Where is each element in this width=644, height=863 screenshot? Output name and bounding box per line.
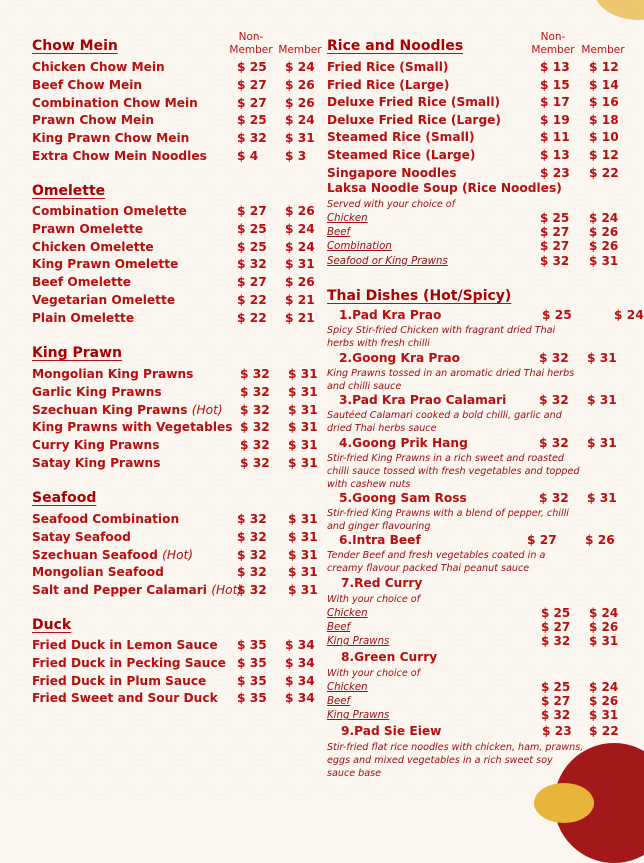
option-name: Beef (327, 696, 351, 708)
hot-label: (Hot) (162, 547, 194, 562)
non-member-price: $ 4 (237, 149, 259, 163)
option-name: Beef (327, 622, 351, 634)
non-member-price: $ 35 (237, 691, 267, 706)
option-name: Combination (327, 241, 392, 253)
menu-item (32, 113, 324, 131)
menu-item (327, 724, 633, 742)
member-price: $ 31 (589, 708, 619, 723)
menu-item (327, 60, 633, 78)
member-price: $ 31 (587, 436, 617, 450)
member-price: $ 31 (288, 420, 318, 435)
non-member-price: $ 27 (541, 620, 571, 635)
item-description: and ginger flavouring (327, 521, 431, 532)
item-name-text: Mongolian Seafood (32, 565, 164, 580)
member-price: $ 31 (288, 529, 318, 544)
menu-item (32, 565, 324, 583)
item-description: and chilli sauce (327, 381, 402, 392)
member-price: $ 31 (589, 634, 619, 649)
non-member-price: $ 32 (237, 565, 267, 580)
item-name (32, 275, 131, 289)
menu-item (32, 674, 324, 692)
non-label: Non- (238, 31, 264, 43)
item-name-text: Szechuan King Prawns (32, 402, 188, 417)
item-name (32, 403, 223, 417)
menu-item (32, 656, 324, 674)
item-name-text: Plain Omelette (32, 310, 135, 325)
menu-item (32, 638, 324, 656)
member-price: $ 34 (285, 691, 315, 706)
member-price: $ 22 (589, 165, 619, 180)
menu-item (327, 148, 633, 166)
item-name (32, 691, 218, 705)
non-member-price: $ 32 (237, 512, 267, 526)
item-name (32, 674, 206, 688)
item-name (32, 456, 161, 470)
member-price: $ 31 (587, 393, 617, 407)
item-name (327, 130, 475, 144)
item-name-text: King Prawn Omelette (32, 257, 179, 272)
member-price: $ 14 (589, 77, 619, 92)
member-price: $ 31 (288, 456, 318, 470)
menu-item (32, 60, 324, 78)
non-member-price: $ 32 (240, 420, 270, 435)
non-member-price: $ 13 (540, 148, 570, 162)
item-description: sauce base (327, 768, 382, 779)
non-member-price: $ 25 (541, 680, 571, 694)
menu-item (32, 96, 324, 114)
menu-item (327, 576, 633, 594)
item-name (32, 257, 178, 271)
item-name: 1.Pad Kra Prao (339, 308, 442, 322)
member-price: $ 31 (288, 384, 318, 399)
section-title: Omelette (32, 183, 106, 199)
item-name-text: Fried Duck in Plum Sauce (32, 673, 207, 688)
non-member-price: $ 22 (237, 310, 267, 325)
item-name (32, 548, 193, 562)
item-description: Sautéed Calamari cooked a bold chilli, garlic and (327, 410, 562, 421)
item-name (32, 583, 242, 597)
item-name-text: Szechuan Seafood (32, 547, 158, 562)
item-name: 8.Green Curry (341, 650, 438, 664)
non-member-price: $ 19 (540, 112, 570, 127)
item-name (32, 78, 142, 92)
member-price: $ 24 (589, 606, 619, 620)
section-title: Chow Mein (32, 38, 118, 54)
non-member-price: $ 35 (237, 673, 267, 688)
item-name-text: Steamed Rice (Large) (327, 148, 476, 162)
item-name-text: Steamed Rice (Small) (327, 130, 475, 145)
member-price: $ 12 (589, 148, 619, 162)
item-description: Served with your choice of (327, 199, 456, 210)
item-name (32, 204, 187, 218)
item-name-text: Beef Omelette (32, 275, 132, 290)
non-member-price: $ 32 (539, 351, 569, 365)
non-member-price: $ 32 (539, 393, 569, 407)
section-title: Seafood (32, 490, 97, 506)
member-price: $ 10 (589, 130, 619, 145)
item-name (32, 385, 162, 399)
item-name: 2.Goong Kra Prao (339, 351, 460, 365)
non-member-price: $ 32 (237, 547, 267, 562)
hot-label: (Hot) (191, 402, 223, 417)
member-word-label: Member (229, 44, 273, 56)
section-title: Thai Dishes (Hot/Spicy) (327, 288, 512, 304)
item-name-text: Combination Chow Mein (32, 95, 198, 110)
member-price: $ 24 (589, 680, 619, 694)
member-price: $ 31 (589, 253, 619, 268)
item-name-text: Beef Chow Mein (32, 77, 143, 92)
item-name-text: Deluxe Fried Rice (Large) (327, 112, 501, 127)
menu-item (32, 512, 324, 530)
item-name: 6.Intra Beef (339, 533, 421, 547)
item-name (32, 438, 159, 452)
item-name-text: Garlic King Prawns (32, 384, 162, 399)
item-name (327, 166, 457, 180)
menu-item (327, 130, 633, 148)
non-member-price: $ 23 (542, 724, 572, 738)
item-description: Stir-fried flat rice noodles with chicken, ham, prawns, (327, 742, 584, 753)
item-name-text: Curry King Prawns (32, 438, 160, 453)
menu-item (327, 95, 633, 113)
member-price: $ 12 (589, 60, 619, 74)
item-description: Tender Beef and fresh vegetables coated in a (327, 550, 546, 561)
member-price: $ 18 (589, 112, 619, 127)
non-member-price: $ 32 (540, 253, 570, 268)
section-title: King Prawn (32, 345, 123, 361)
non-member-price: $ 32 (539, 436, 569, 450)
item-name (327, 95, 500, 109)
menu-item (327, 78, 633, 96)
item-name-text: Prawn Chow Mein (32, 113, 155, 128)
menu-item (32, 293, 324, 311)
item-name-text: Seafood Combination (32, 512, 180, 526)
non-member-price: $ 17 (540, 95, 570, 110)
menu-item (32, 691, 324, 709)
member-price: $ 26 (589, 239, 619, 254)
item-name: 5.Goong Sam Ross (339, 491, 467, 505)
member-price: $ 31 (587, 491, 617, 505)
item-description: eggs and mixed vegetables in a rich sweet soy (327, 755, 553, 766)
item-description: With your choice of (327, 668, 421, 679)
item-name (327, 113, 501, 127)
item-name (327, 148, 475, 162)
menu-item (32, 275, 324, 293)
non-member-price: $ 25 (541, 606, 571, 620)
menu-item (32, 240, 324, 258)
item-name: Laksa Noodle Soup (Rice Noodles) (327, 181, 562, 195)
item-name (32, 131, 189, 145)
option-name: Beef (327, 227, 351, 239)
member-price: $ 34 (285, 655, 315, 670)
non-member-price: $ 32 (237, 583, 267, 598)
item-name (32, 420, 233, 434)
member-price: $ 3 (285, 149, 307, 163)
item-description: Stir-fried King Prawns with a blend of pepper, chilli (327, 508, 569, 519)
item-description: dried Thai herbs sauce (327, 423, 437, 434)
non-member-price: $ 27 (237, 95, 267, 110)
non-member-price: $ 11 (540, 130, 570, 145)
non-member-price: $ 25 (237, 60, 267, 74)
item-name (32, 311, 134, 325)
item-name-text: King Prawns with Vegetables (32, 420, 233, 435)
item-name-text: Chicken Chow Mein (32, 60, 165, 74)
member-price: $ 26 (589, 694, 619, 709)
item-name: 4.Goong Prik Hang (339, 436, 468, 450)
item-description: chilli sauce tossed with fresh vegetables and topped (327, 466, 580, 477)
non-member-price: $ 27 (540, 239, 570, 254)
non-member-price: $ 32 (541, 634, 571, 649)
item-name: 7.Red Curry (341, 576, 423, 590)
item-description: creamy flavour packed Thai peanut sauce (327, 563, 530, 574)
member-price: $ 24 (285, 221, 315, 236)
non-member-header (228, 31, 274, 57)
item-name (32, 222, 143, 236)
member-price: $ 21 (285, 310, 315, 325)
menu-item (32, 367, 324, 385)
non-member-price: $ 35 (237, 638, 267, 652)
non-member-price: $ 25 (237, 113, 267, 128)
item-name (32, 293, 175, 307)
non-member-price: $ 23 (540, 165, 570, 180)
item-description: King Prawns tossed in an aromatic dried Thai herbs (327, 368, 575, 379)
non-label-right: Non- (540, 31, 566, 43)
member-price: $ 24 (285, 239, 315, 254)
non-member-price: $ 15 (540, 77, 570, 92)
item-name (32, 113, 154, 127)
non-member-price: $ 32 (240, 438, 270, 453)
item-name-text: King Prawn Chow Mein (32, 131, 190, 146)
non-member-price: $ 25 (542, 308, 572, 322)
member-price: $ 31 (288, 438, 318, 453)
item-name-text: Salt and Pepper Calamari (32, 583, 207, 598)
non-member-price: $ 32 (539, 491, 569, 505)
member-header: Member (278, 44, 322, 56)
item-name-text: Fried Rice (Small) (327, 60, 449, 74)
menu-item (327, 113, 633, 131)
non-member-price: $ 32 (541, 708, 571, 723)
non-member-price: $ 32 (237, 257, 267, 272)
non-member-price: $ 32 (240, 384, 270, 399)
item-name-text: Satay Seafood (32, 529, 131, 544)
menu-item (32, 78, 324, 96)
member-price: $ 26 (585, 533, 615, 547)
item-name-text: Fried Rice (Large) (327, 77, 450, 92)
item-name-text: Fried Sweet and Sour Duck (32, 691, 218, 706)
member-price: $ 31 (288, 402, 318, 417)
member-price: $ 31 (587, 351, 617, 365)
item-name-text: Vegetarian Omelette (32, 293, 176, 307)
option-name: King Prawns (327, 710, 390, 722)
member-price: $ 31 (288, 583, 318, 598)
item-name (32, 96, 198, 110)
section-title: Rice and Noodles (327, 38, 464, 54)
member-price: $ 34 (285, 638, 315, 652)
menu-item (32, 385, 324, 403)
item-name-text: Singapore Noodles (327, 165, 457, 180)
menu-item (32, 257, 324, 275)
member-price: $ 31 (285, 257, 315, 272)
item-name (32, 367, 193, 381)
member-price: $ 26 (285, 275, 315, 290)
item-name (32, 638, 218, 652)
item-name (32, 60, 165, 74)
non-member-price: $ 22 (237, 293, 267, 307)
menu-item (32, 311, 324, 329)
member-price: $ 24 (285, 113, 315, 128)
item-description: Spicy Stir-fried Chicken with fragrant dried Thai (327, 325, 556, 336)
member-price: $ 24 (614, 308, 644, 322)
non-member-price: $ 25 (237, 239, 267, 254)
menu-item (327, 181, 633, 199)
member-price: $ 26 (589, 225, 619, 240)
member-price: $ 24 (589, 211, 619, 225)
non-member-price: $ 27 (527, 533, 557, 547)
decorative-blob-bottom-gold (534, 783, 594, 823)
item-name-text: Fried Duck in Lemon Sauce (32, 638, 218, 652)
option-name: Chicken (327, 682, 368, 693)
item-name-text: Deluxe Fried Rice (Small) (327, 95, 501, 110)
member-price: $ 21 (285, 293, 315, 307)
item-name-text: Fried Duck in Pecking Sauce (32, 655, 226, 670)
item-name-text: Combination Omelette (32, 204, 187, 218)
item-name (32, 656, 226, 670)
menu-item (32, 204, 324, 222)
option-name: Seafood or King Prawns (327, 255, 448, 267)
item-name (32, 512, 179, 526)
member-price: $ 31 (288, 367, 318, 381)
menu-item (32, 456, 324, 474)
member-price: $ 16 (589, 95, 619, 110)
non-member-price: $ 27 (237, 275, 267, 290)
member-price: $ 26 (589, 620, 619, 635)
menu-item (327, 650, 633, 668)
option-name: Chicken (327, 213, 368, 224)
item-name (32, 149, 207, 163)
non-member-price: $ 32 (237, 529, 267, 544)
member-price: $ 31 (288, 547, 318, 562)
menu-item (32, 131, 324, 149)
menu-item (32, 548, 324, 566)
item-name-text: Extra Chow Mein Noodles (32, 149, 207, 163)
member-price: $ 31 (288, 512, 318, 526)
member-header-right: Member (581, 44, 625, 56)
non-member-price: $ 27 (540, 225, 570, 240)
item-name-text: Mongolian King Prawns (32, 367, 194, 381)
non-member-price: $ 25 (237, 221, 267, 236)
member-price: $ 31 (288, 565, 318, 580)
member-price: $ 24 (285, 60, 315, 74)
member-price: $ 26 (285, 77, 315, 92)
item-description: With your choice of (327, 594, 421, 605)
menu-item (32, 438, 324, 456)
non-member-price: $ 27 (237, 77, 267, 92)
member-price: $ 26 (285, 95, 315, 110)
menu-item (32, 222, 324, 240)
non-member-price: $ 25 (540, 211, 570, 225)
non-member-price: $ 32 (240, 402, 270, 417)
option-name: Chicken (327, 608, 368, 619)
item-description: Stir-fried King Prawns in a rich sweet and roasted (327, 453, 564, 464)
menu-item (32, 149, 324, 167)
hot-label: (Hot) (211, 583, 243, 598)
non-member-price: $ 27 (237, 204, 267, 218)
item-description: herbs with fresh chilli (327, 338, 430, 349)
item-description: with cashew nuts (327, 479, 411, 490)
non-member-price: $ 32 (237, 131, 267, 146)
item-name-text: Prawn Omelette (32, 221, 144, 236)
menu-item (32, 420, 324, 438)
non-member-price: $ 13 (540, 60, 570, 74)
menu-item (32, 583, 324, 601)
item-name (327, 78, 449, 92)
member-price: $ 31 (285, 131, 315, 146)
item-name-text: Chicken Omelette (32, 239, 154, 254)
member-word-label-right: Member (531, 44, 575, 56)
non-member-price: $ 35 (237, 655, 267, 670)
item-name (327, 60, 448, 74)
item-name: 3.Pad Kra Prao Calamari (339, 393, 507, 407)
section-title: Duck (32, 617, 72, 633)
member-price: $ 34 (285, 673, 315, 688)
option-name: King Prawns (327, 636, 390, 648)
item-name-text: Satay King Prawns (32, 456, 161, 470)
member-price: $ 26 (285, 204, 315, 218)
item-name (32, 565, 164, 579)
non-member-price: $ 27 (541, 694, 571, 709)
member-price: $ 22 (589, 724, 619, 738)
item-name (32, 240, 154, 254)
non-member-price: $ 32 (240, 456, 270, 470)
non-member-price: $ 32 (240, 367, 270, 381)
menu-item (32, 403, 324, 421)
menu-item (32, 530, 324, 548)
non-member-header-right (527, 31, 579, 57)
item-name (32, 530, 131, 544)
item-name: 9.Pad Sie Eiew (341, 724, 442, 738)
